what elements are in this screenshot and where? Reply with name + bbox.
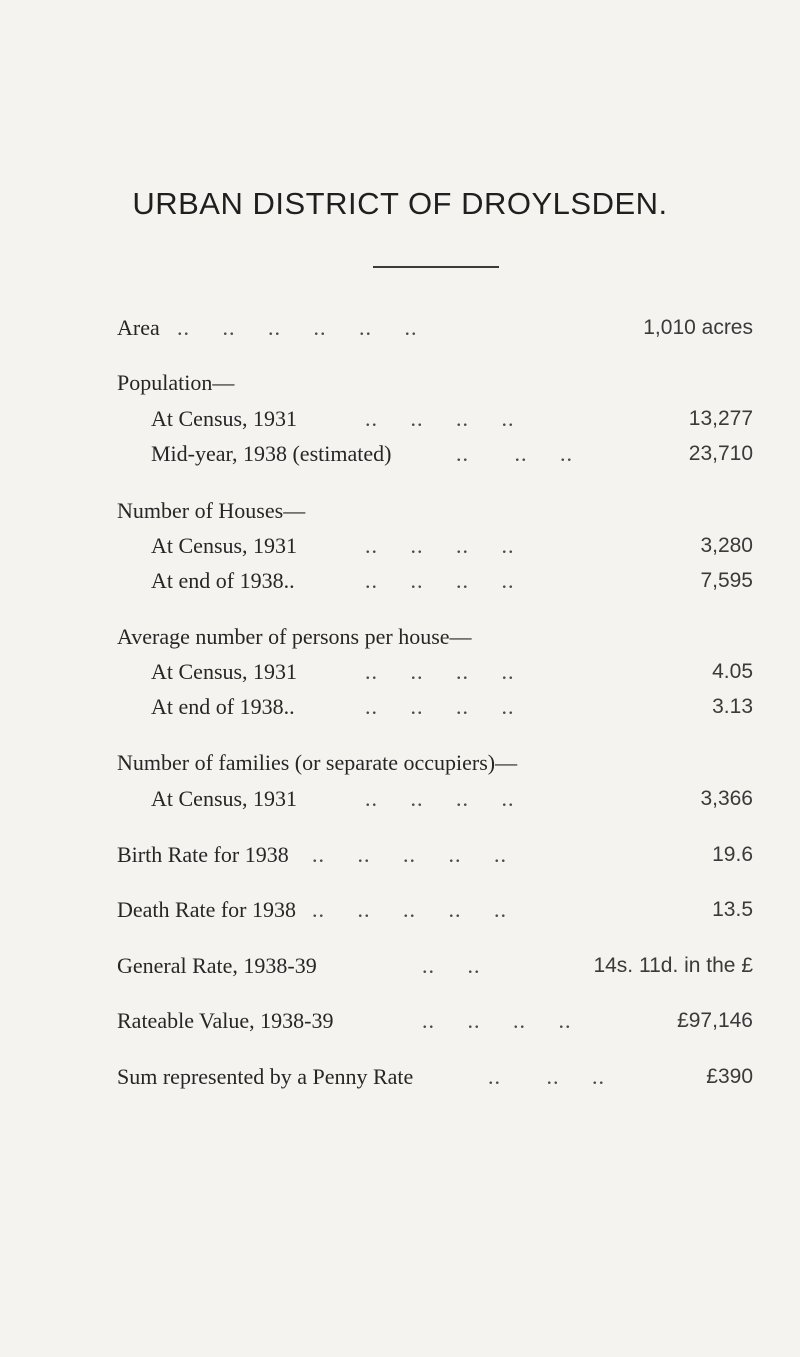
- birth-rate-value: 19.6: [712, 843, 753, 866]
- population-census-row: [0, 404, 800, 434]
- dot-leader: .. .. .. ..: [422, 1008, 572, 1033]
- dot-leader: .. .. ..: [488, 1064, 605, 1089]
- dot-leader: .. ..: [422, 953, 481, 978]
- death-rate-value: 13.5: [712, 898, 753, 921]
- population-midyear-label: Mid-year, 1938 (estimated): [151, 441, 392, 466]
- persons-end-row: [0, 692, 800, 722]
- houses-end-value: 7,595: [700, 569, 753, 592]
- families-census-label: At Census, 1931: [151, 786, 298, 811]
- population-midyear-row: [0, 439, 800, 469]
- houses-heading: Number of Houses—: [117, 498, 306, 523]
- penny-rate-row: [0, 1062, 800, 1092]
- page-title: URBAN DISTRICT OF DROYLSDEN.: [132, 186, 668, 221]
- birth-rate-row: [0, 840, 800, 870]
- persons-end-label: At end of 1938..: [151, 694, 295, 719]
- dot-leader: .. .. ..: [456, 441, 573, 466]
- general-rate-row: [0, 951, 800, 981]
- dot-leader: .. .. .. ..: [365, 533, 515, 558]
- families-heading: Number of families (or separate occupiers)—: [117, 750, 518, 775]
- death-rate-row: [0, 895, 800, 925]
- penny-rate-label: Sum represented by a Penny Rate: [117, 1064, 414, 1089]
- houses-census-value: 3,280: [700, 534, 753, 557]
- dot-leader: .. .. .. .. ..: [312, 897, 507, 922]
- general-rate-value: 14s. 11d. in the £: [593, 954, 753, 977]
- dot-leader: .. .. .. ..: [365, 694, 515, 719]
- houses-end-row: [0, 566, 800, 596]
- persons-census-value: 4.05: [712, 660, 753, 683]
- population-heading: Population—: [117, 370, 235, 395]
- rateable-value-label: Rateable Value, 1938-39: [117, 1008, 334, 1033]
- rateable-value-value: £97,146: [677, 1009, 753, 1032]
- birth-rate-label: Birth Rate for 1938: [117, 842, 289, 867]
- persons-census-row: [0, 657, 800, 687]
- dot-leader: .. .. .. .. ..: [312, 842, 507, 867]
- dot-leader: .. .. .. ..: [365, 786, 515, 811]
- dot-leader: .. .. .. ..: [365, 659, 515, 684]
- dot-leader: .. .. .. ..: [365, 568, 515, 593]
- population-census-value: 13,277: [688, 407, 753, 430]
- population-midyear-value: 23,710: [688, 442, 753, 465]
- persons-census-label: At Census, 1931: [151, 659, 298, 684]
- area-label: Area: [117, 315, 160, 340]
- persons-end-value: 3.13: [712, 695, 753, 718]
- families-census-row: [0, 784, 800, 814]
- death-rate-label: Death Rate for 1938: [117, 897, 296, 922]
- rateable-value-row: [0, 1006, 800, 1036]
- general-rate-label: General Rate, 1938-39: [117, 953, 317, 978]
- houses-census-label: At Census, 1931: [151, 533, 298, 558]
- area-row: [0, 313, 800, 343]
- penny-rate-value: £390: [706, 1065, 753, 1088]
- population-census-label: At Census, 1931: [151, 406, 298, 431]
- dot-leader: .. .. .. .. .. ..: [177, 315, 418, 340]
- houses-census-row: [0, 531, 800, 561]
- families-census-value: 3,366: [700, 787, 753, 810]
- dot-leader: .. .. .. ..: [365, 406, 515, 431]
- persons-heading: Average number of persons per house—: [117, 624, 472, 649]
- area-value: 1,010 acres: [643, 316, 753, 339]
- houses-end-label: At end of 1938..: [151, 568, 295, 593]
- title-rule: [373, 266, 499, 268]
